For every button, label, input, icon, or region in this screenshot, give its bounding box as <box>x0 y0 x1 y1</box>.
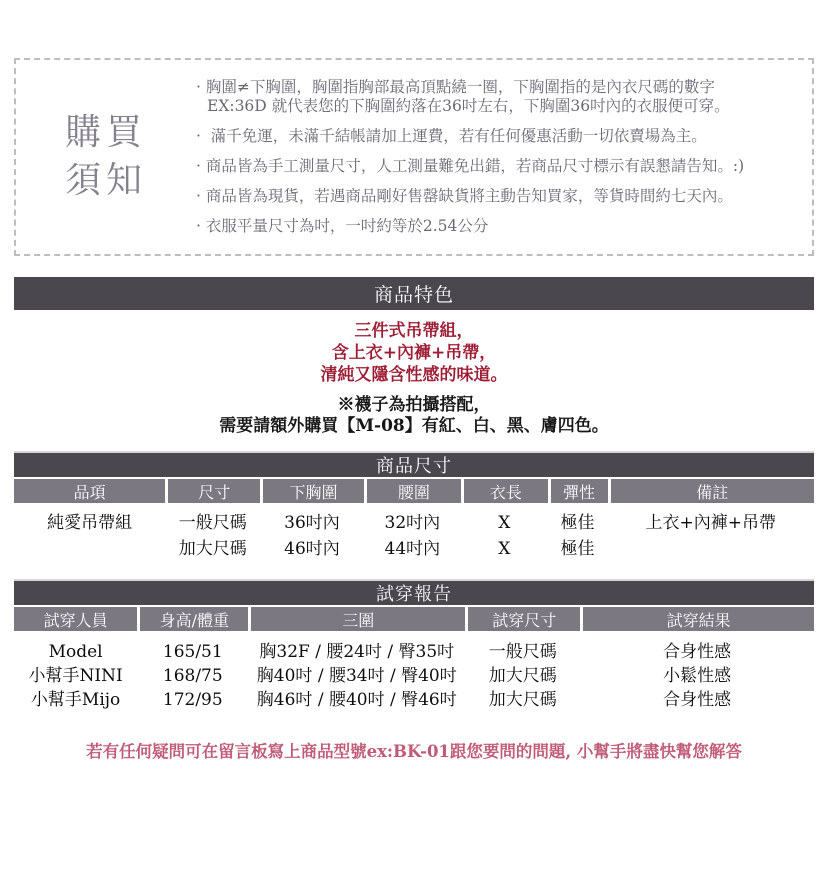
table-cell: 一般尺碼 <box>178 513 247 533</box>
table-cell: 純愛吊帶組 <box>47 513 133 533</box>
column-header: 備註 <box>608 479 814 503</box>
bullet-dot: · <box>196 187 201 205</box>
table-cell: 168/75 <box>162 666 223 686</box>
bullet-dot: · <box>196 78 201 96</box>
column-header: 試穿人員 <box>43 610 108 630</box>
list-item <box>196 217 798 236</box>
table-cell: 加大尺碼 <box>488 690 557 710</box>
feature-line: 三件式吊帶組， <box>354 321 474 341</box>
size-table-section <box>14 451 814 570</box>
table-cell <box>608 536 814 562</box>
feature-line: 含上衣+內褲+吊帶， <box>331 343 497 363</box>
table-cell: 46吋內 <box>284 539 340 559</box>
features-block <box>14 320 814 437</box>
table-row <box>14 688 814 712</box>
notice-text-cont: EX:36D 就代表您的下胸圍約落在36吋左右，下胸圍36吋內的衣服便可穿。 <box>207 97 730 115</box>
list-item <box>196 157 798 176</box>
features-section-header: 商品特色 <box>14 277 814 310</box>
product-info-page <box>0 58 828 886</box>
table-cell <box>14 536 165 562</box>
column-header: 下胸圍 <box>260 479 363 503</box>
bullet-dot: · <box>196 127 201 145</box>
table-cell: X <box>498 539 511 559</box>
notice-text: 商品皆為現貨，若遇商品剛好售罄缺貨將主動告知買家，等貨時間約七天內。 <box>205 187 733 205</box>
table-cell: 極佳 <box>560 539 595 559</box>
notice-text: 商品皆為手工測量尺寸，人工測量難免出錯，若商品尺寸標示有誤懇請告知。:) <box>205 157 745 175</box>
size-table-column-headers <box>14 477 814 503</box>
table-cell: 小幫手NINI <box>28 666 123 686</box>
table-cell: 加大尺碼 <box>488 666 557 686</box>
table-cell: 合身性感 <box>663 690 732 710</box>
purchase-notice-box <box>14 58 814 256</box>
column-header: 試穿結果 <box>580 607 814 631</box>
contact-note: 若有任何疑問可在留言板寫上商品型號ex:BK-01跟您要問的問題, 小幫手將盡快幫您解答 <box>86 742 742 761</box>
feature-note-line: ※襪子為拍攝搭配， <box>337 395 491 415</box>
table-cell: 極佳 <box>560 513 595 533</box>
fitting-report-body <box>14 640 814 714</box>
notice-text: 滿千免運，未滿千結帳請加上運費，若有任何優惠活動一切依賣場為主。 <box>205 127 707 145</box>
size-table-body <box>14 510 814 570</box>
table-cell: 胸32F / 腰24吋 / 臀35吋 <box>259 642 455 662</box>
fitting-report-header: 試穿報告 <box>14 581 814 605</box>
size-table-header: 商品尺寸 <box>14 453 814 477</box>
table-row <box>14 664 814 688</box>
column-header: 尺寸 <box>165 479 260 503</box>
column-header: 衣長 <box>461 479 547 503</box>
table-row <box>14 510 814 536</box>
table-cell: 小幫手Mijo <box>30 690 121 710</box>
column-header: 品項 <box>73 482 106 502</box>
notice-text: 胸圍≠下胸圍，胸圍指胸部最高頂點繞一圈，下胸圍指的是內衣尺碼的數字 <box>205 78 715 96</box>
table-cell: 一般尺碼 <box>488 642 557 662</box>
table-cell: 加大尺碼 <box>178 539 247 559</box>
list-item <box>196 187 798 206</box>
table-cell: X <box>498 513 511 533</box>
column-header: 腰圍 <box>364 479 462 503</box>
table-row <box>14 536 814 562</box>
table-cell: 172/95 <box>162 690 223 710</box>
notice-title-line1: 購買 <box>64 112 147 153</box>
column-header: 身高/體重 <box>137 607 248 631</box>
table-cell: 44吋內 <box>384 539 441 559</box>
table-cell: 36吋內 <box>284 513 340 533</box>
list-item <box>196 127 798 146</box>
notice-title-line2: 須知 <box>64 160 147 201</box>
purchase-notice-title <box>16 109 196 205</box>
table-cell: 165/51 <box>162 642 223 662</box>
feature-line: 清純又隱含性感的味道。 <box>320 365 508 385</box>
table-cell: 上衣+內褲+吊帶 <box>645 513 776 533</box>
fitting-report-column-headers <box>14 605 814 631</box>
table-cell: 胸40吋 / 腰34吋 / 臀40吋 <box>256 666 457 686</box>
purchase-notice-list <box>196 78 812 236</box>
table-cell: 32吋內 <box>384 513 441 533</box>
column-header: 彈性 <box>548 479 608 503</box>
column-header: 三圍 <box>248 607 465 631</box>
bullet-dot: · <box>196 217 201 235</box>
feature-note-block <box>14 395 814 437</box>
table-cell: 胸46吋 / 腰40吋 / 臀46吋 <box>256 690 457 710</box>
table-cell: 合身性感 <box>663 642 732 662</box>
table-cell: Model <box>48 642 103 662</box>
column-header: 試穿尺寸 <box>465 607 580 631</box>
table-row <box>14 640 814 664</box>
fitting-report-section <box>14 579 814 714</box>
table-cell: 小鬆性感 <box>663 666 732 686</box>
list-item <box>196 78 798 116</box>
feature-note-line: 需要請額外購買【M-08】有紅、白、黑、膚四色。 <box>219 416 609 436</box>
bullet-dot: · <box>196 157 201 175</box>
notice-text: 衣服平量尺寸為吋，一吋約等於2.54公分 <box>205 217 489 235</box>
